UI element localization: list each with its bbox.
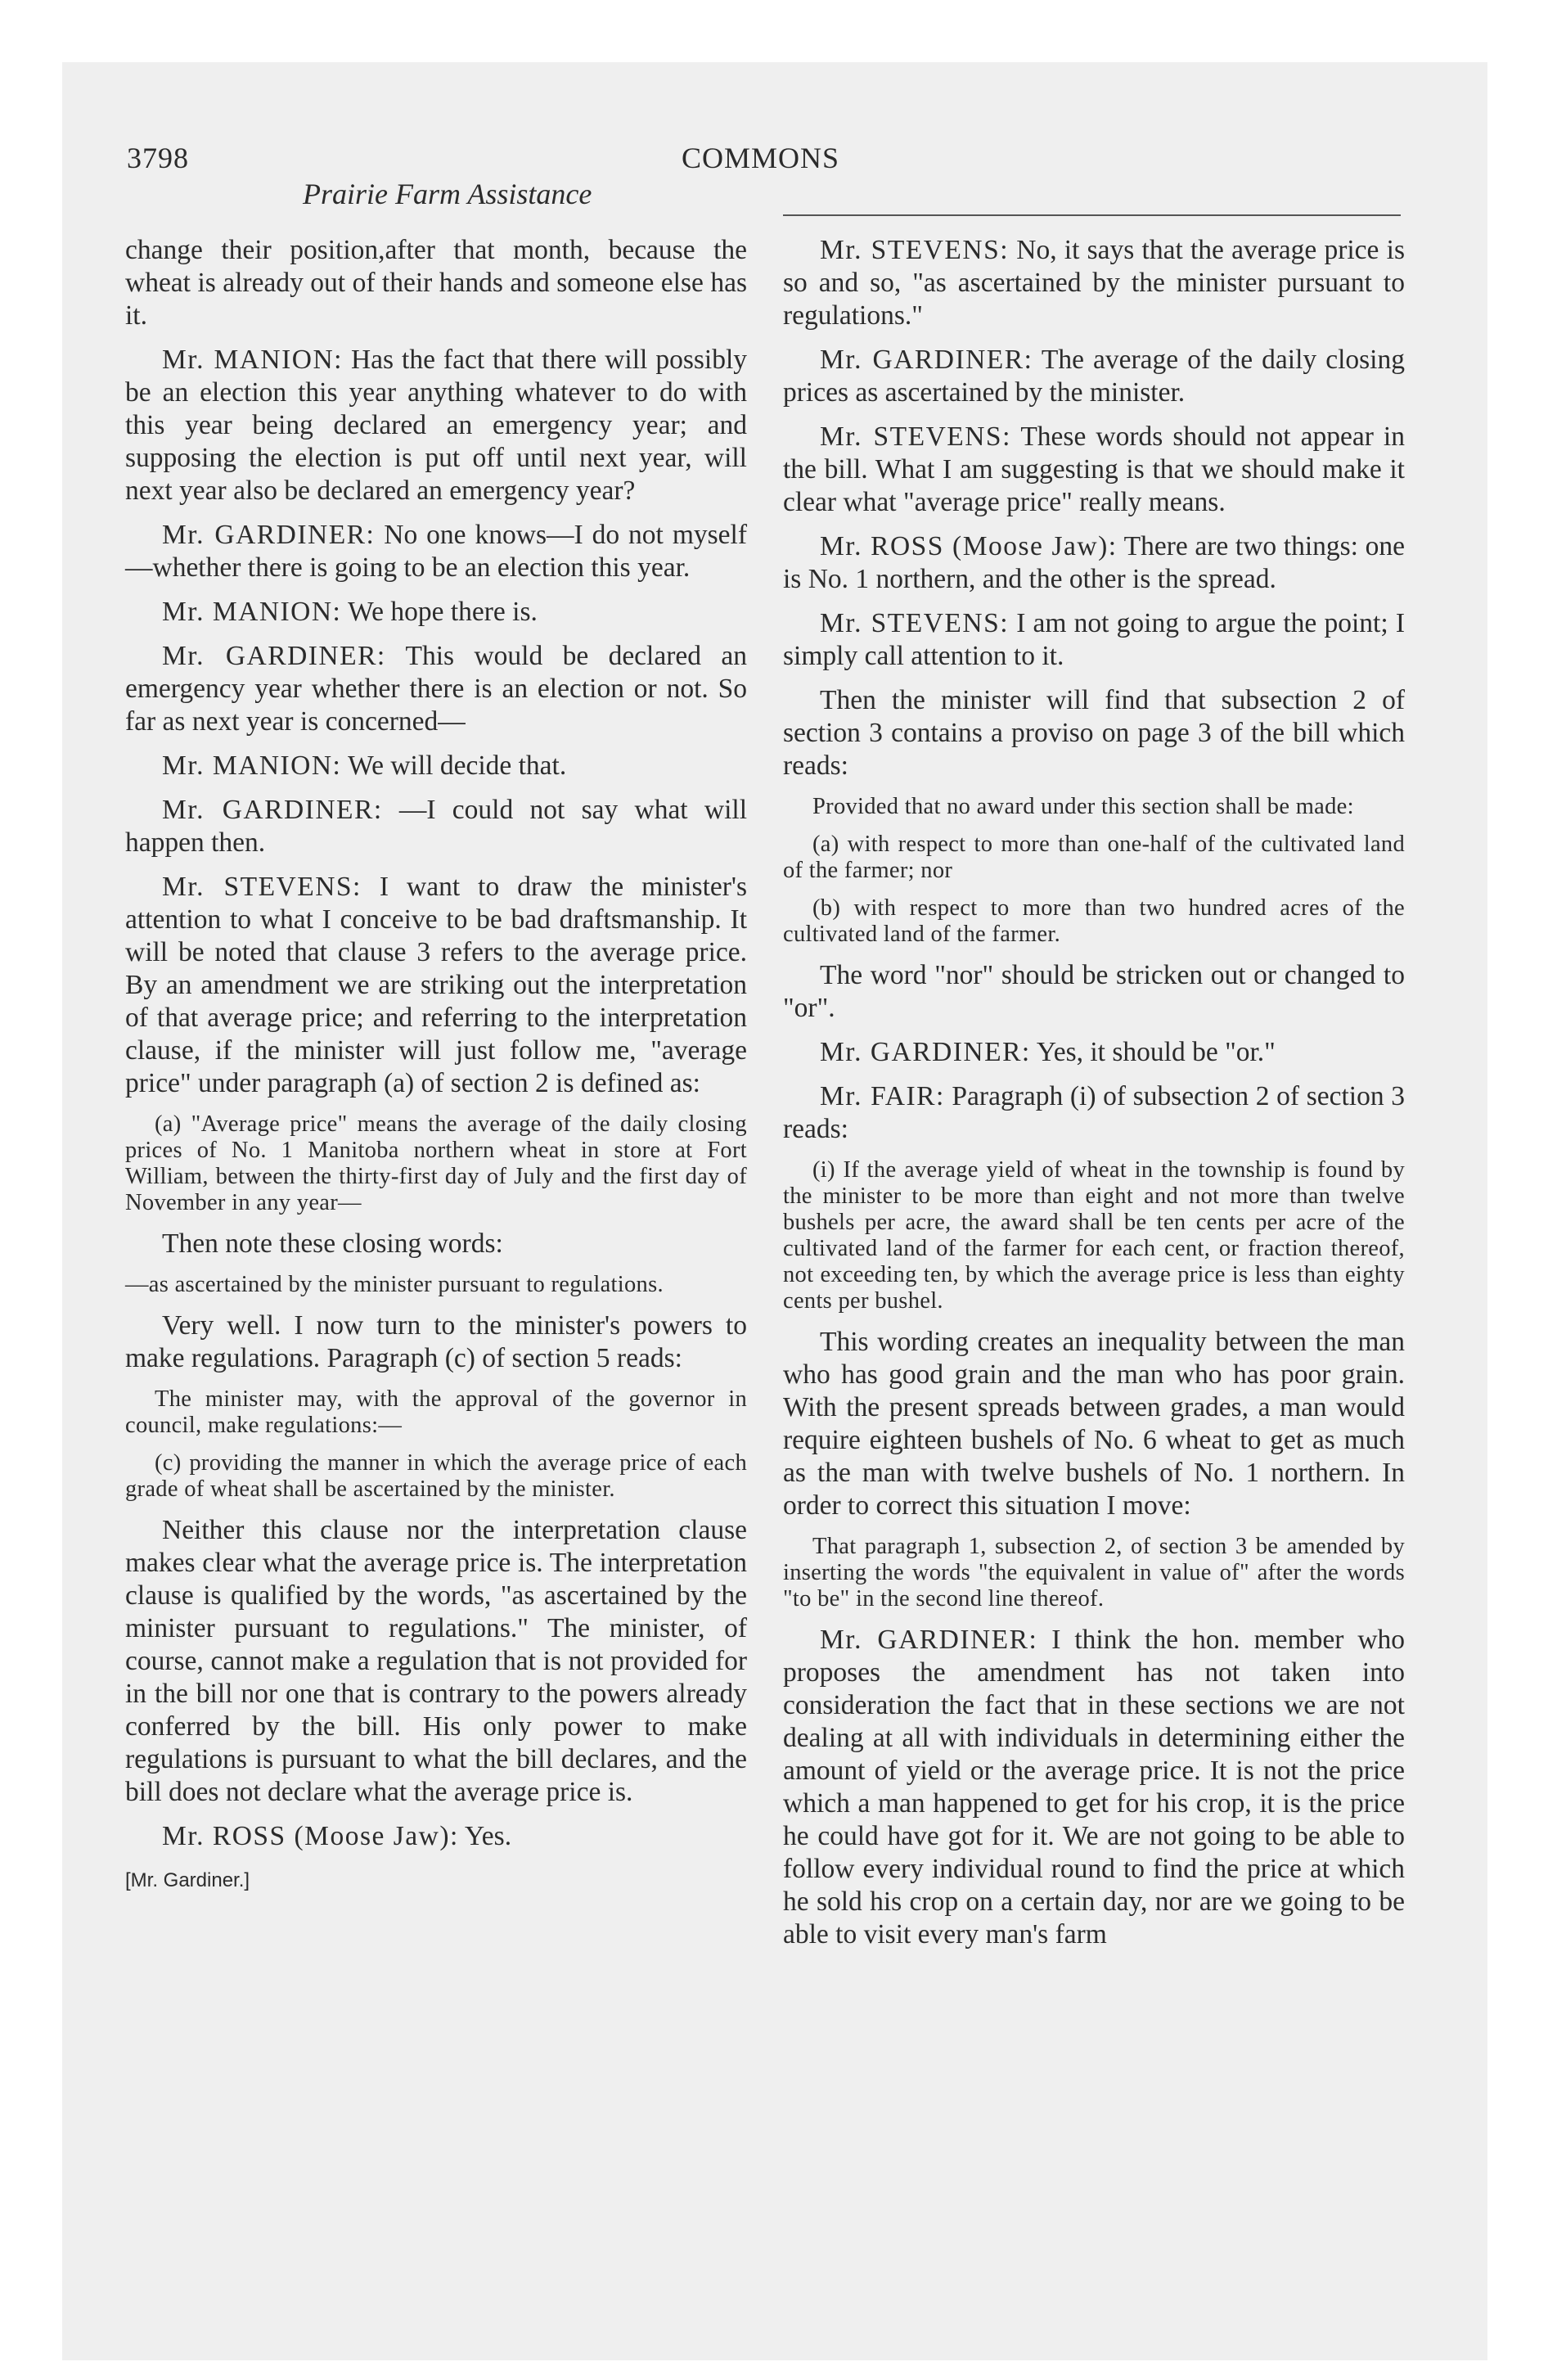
speaker: Mr. STEVENS: — [820, 608, 1010, 638]
speech-text: Yes, it should be "or." — [1036, 1037, 1276, 1067]
speech — [125, 794, 747, 859]
speech — [125, 1820, 747, 1853]
speaker: Mr. GARDINER: — [820, 345, 1033, 375]
speech — [783, 607, 1405, 673]
left-column — [125, 234, 747, 1897]
speech-text: Yes. — [464, 1821, 512, 1851]
quotation: The minister may, with the approval of the governor in council, make regulations:— — [125, 1386, 747, 1438]
speech — [125, 596, 747, 629]
right-column — [783, 234, 1405, 1963]
speaker: Mr. FAIR: — [820, 1081, 945, 1111]
quotation: (b) with respect to more than two hundred acres of the cultivated land of the farmer. — [783, 895, 1405, 947]
quotation: —as ascertained by the minister pursuant to regulations. — [125, 1272, 664, 1297]
paragraph: The word "nor" should be stricken out or changed to "or". — [783, 960, 1405, 1023]
speaker: Mr. STEVENS: — [820, 235, 1010, 265]
speech-text: We will decide that. — [348, 751, 567, 781]
speech-text: These words should not appear in the bill. What I am suggesting is that we should make it clear what "average price" really means. — [783, 421, 1405, 517]
speech — [783, 1624, 1405, 1951]
speech — [783, 234, 1405, 332]
speech-text: This would be declared an emergency year whether there is an election or not. So far as next year is concerned— — [125, 641, 747, 737]
paragraph: Neither this clause nor the interpretation clause makes clear what the average price is. The interpretation clause is qualified by the words, "as ascertained by the minister pursuant to regulations." The minister, of course, cannot make a regulation that is not provided for in the bill nor one that is contrary to the powers already conferred by the bill. His only power to make regulations is pursuant to what the bill declares, and the bill does not declare what the average price is. — [125, 1515, 747, 1807]
speech — [783, 530, 1405, 596]
speaker: Mr. GARDINER: — [162, 641, 386, 671]
speech-text: I want to draw the minister's attention to what I conceive to be bad draftsmanship. It will be noted that clause 3 refers to the average price. By an amendment we are striking out the interpretation of that average price; and referring to the interpretation clause, if the minister will just follow me, "average price" under paragraph (a) of section 2 is defined as: — [125, 872, 747, 1098]
speaker: Mr. ROSS (Moose Jaw): — [820, 531, 1118, 561]
speech — [125, 871, 747, 1100]
paragraph: change their position,after that month, because the wheat is already out of their hands and someone else has it. — [125, 235, 747, 331]
speech — [783, 1080, 1405, 1146]
speaker: Mr. GARDINER: — [820, 1037, 1031, 1067]
speech-text: No one knows—I do not myself—whether there is going to be an election this year. — [125, 520, 747, 583]
speaker: Mr. STEVENS: — [820, 421, 1011, 452]
section-title: Prairie Farm Assistance — [303, 178, 592, 210]
speech — [125, 640, 747, 738]
speaker: Mr. MANION: — [162, 597, 342, 627]
speech-text: The average of the daily closing prices as ascertained by the minister. — [783, 345, 1405, 408]
speech — [783, 1036, 1405, 1069]
speech-text: No, it says that the average price is so and so, "as ascertained by the minister pursuant to regulations." — [783, 235, 1405, 331]
quotation: That paragraph 1, subsection 2, of section 3 be amended by inserting the words "the equivalent in value of" after the words "to be" in the second line thereof. — [783, 1534, 1405, 1611]
header-rule — [783, 214, 1401, 216]
speaker: Mr. ROSS (Moose Jaw): — [162, 1821, 459, 1851]
speech-text: Has the fact that there will possibly be an election this year anything whatever to do with this year being declared an emergency year; and supposing the election is put off until next year, will next year also be declared an emergency year? — [125, 345, 748, 506]
quotation: (i) If the average yield of wheat in the township is found by the minister to be more than eight and not more than twelve bushels per acre, the award shall be ten cents per acre of the cultivated land of the farmer for each cent, or fraction thereof, not exceeding ten, by which the average price is less than eighty cents per bushel. — [783, 1157, 1405, 1314]
footer-note: [Mr. Gardiner.] — [125, 1869, 250, 1891]
speech — [125, 519, 747, 584]
speech-text: We hope there is. — [348, 597, 538, 627]
paragraph: Then the minister will find that subsection 2 of section 3 contains a proviso on page 3 of the bill which reads: — [783, 685, 1405, 781]
speech — [125, 750, 747, 782]
speaker: Mr. GARDINER: — [162, 795, 383, 825]
speaker: Mr. MANION: — [162, 751, 342, 781]
page-number: 3798 — [127, 142, 189, 174]
speech — [125, 344, 747, 507]
paragraph: This wording creates an inequality between the man who has good grain and the man who has poor grain. With the present spreads between grades, a man would require eighteen bushels of No. 6 wheat to get as much as the man with twelve bushels of No. 1 northern. In order to correct this situation I move: — [783, 1327, 1405, 1521]
paragraph: Then note these closing words: — [162, 1228, 503, 1259]
speech-text: There are two things: one is No. 1 northern, and the other is the spread. — [783, 531, 1405, 594]
speech — [783, 344, 1405, 409]
paragraph: Very well. I now turn to the minister's powers to make regulations. Paragraph (c) of section 5 reads: — [125, 1310, 747, 1373]
speaker: Mr. GARDINER: — [162, 520, 376, 550]
speech-text: I think the hon. member who proposes the amendment has not taken into consideration the fact that in these sections we are not dealing at all with individuals in determining either the amount of yield or the average price. It is not the price which a man happened to get for his crop, it is the price he could have got for it. We are not going to be able to follow every individual round to find the price at which he sold his crop on a certain day, nor are we going to be able to visit every man's farm — [783, 1625, 1406, 1950]
quotation: (a) with respect to more than one-half of the cultivated land of the farmer; nor — [783, 832, 1405, 883]
speech — [783, 421, 1405, 519]
speech-text: —I could not say what will happen then. — [125, 795, 747, 858]
speaker: Mr. MANION: — [162, 345, 343, 375]
speaker: Mr. GARDINER: — [820, 1625, 1038, 1655]
quotation: Provided that no award under this section shall be made: — [812, 794, 1354, 819]
speech-text: I am not going to argue the point; I simply call attention to it. — [783, 608, 1405, 671]
speaker: Mr. STEVENS: — [162, 872, 362, 902]
running-head: COMMONS — [682, 142, 840, 174]
quotation: (a) "Average price" means the average of the daily closing prices of No. 1 Manitoba northern wheat in store at Fort William, between the thirty-first day of July and the first day of November in any year— — [125, 1111, 747, 1215]
speech-text: Paragraph (i) of subsection 2 of section 3 reads: — [783, 1081, 1406, 1144]
quotation: (c) providing the manner in which the average price of each grade of wheat shall be ascertained by the minister. — [125, 1450, 747, 1502]
